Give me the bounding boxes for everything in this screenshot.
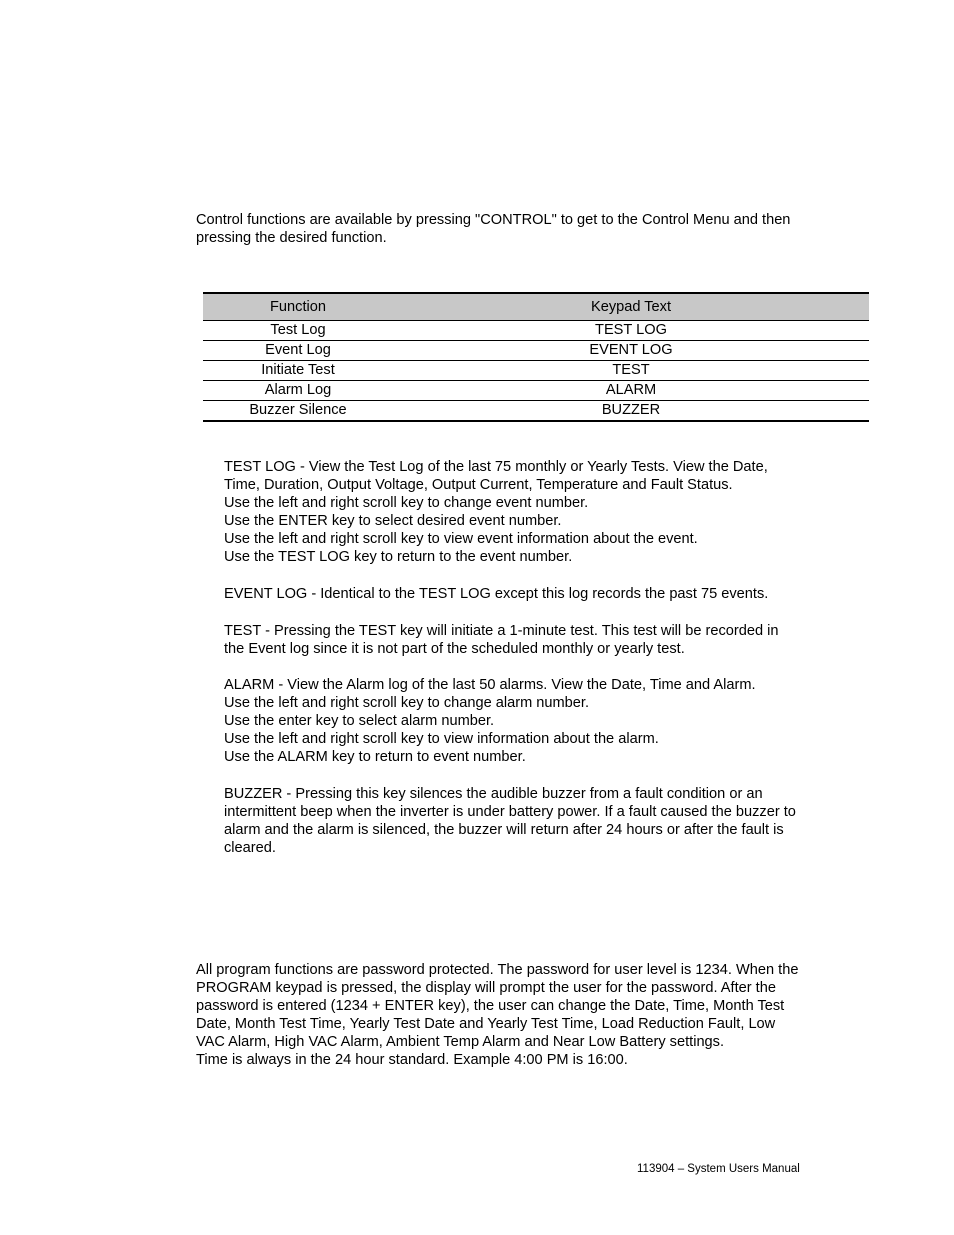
desc-line: the Event log since it is not part of the scheduled monthly or yearly test. [224, 641, 685, 657]
desc-line: EVENT LOG - Identical to the TEST LOG except this log records the past 75 events. [224, 586, 769, 602]
desc-line: Use the left and right scroll key to change event number. [224, 495, 589, 511]
desc-line: alarm and the alarm is silenced, the buzzer will return after 24 hours or after the fault is [224, 822, 784, 838]
buzzer-description [224, 785, 796, 857]
keypad-text-cell: BUZZER [393, 401, 869, 422]
desc-line: Use the ENTER key to select desired event number. [224, 513, 562, 529]
control-functions-table [203, 292, 869, 422]
desc-line: intermittent beep when the inverter is under battery power. If a fault caused the buzzer to [224, 804, 796, 820]
desc-line: TEST - Pressing the TEST key will initiate a 1-minute test. This test will be recorded in [224, 623, 779, 639]
event-log-description [224, 585, 768, 603]
desc-line: Use the left and right scroll key to view information about the alarm. [224, 731, 659, 747]
table-header-row [203, 293, 869, 321]
page-footer: 113904 – System Users Manual [637, 1163, 800, 1175]
intro-line: Control functions are available by pressing "CONTROL" to get to the Control Menu and then [196, 212, 791, 228]
desc-line: Time, Duration, Output Voltage, Output Current, Temperature and Fault Status. [224, 477, 733, 493]
desc-line: Use the left and right scroll key to view event information about the event. [224, 531, 698, 547]
function-cell: Test Log [203, 321, 393, 341]
table-row [203, 321, 869, 341]
program-line: Date, Month Test Time, Yearly Test Date and Yearly Test Time, Load Reduction Fault, Low [196, 1016, 776, 1032]
desc-line: Use the TEST LOG key to return to the event number. [224, 549, 573, 565]
program-paragraph [196, 961, 798, 1069]
desc-line: Use the left and right scroll key to change alarm number. [224, 695, 590, 711]
desc-line: Use the ALARM key to return to event number. [224, 749, 526, 765]
table-row [203, 341, 869, 361]
keypad-text-cell: TEST [393, 361, 869, 381]
program-line: Time is always in the 24 hour standard. Example 4:00 PM is 16:00. [196, 1052, 628, 1068]
table-row [203, 361, 869, 381]
desc-line: Use the enter key to select alarm number. [224, 713, 495, 729]
keypad-text-cell: ALARM [393, 381, 869, 401]
desc-line: BUZZER - Pressing this key silences the audible buzzer from a fault condition or an [224, 786, 763, 802]
program-line: PROGRAM keypad is pressed, the display will prompt the user for the password. After the [196, 980, 776, 996]
program-line: password is entered (1234 + ENTER key), the user can change the Date, Time, Month Test [196, 998, 785, 1014]
desc-line: TEST LOG - View the Test Log of the last 75 monthly or Yearly Tests. View the Date, [224, 459, 768, 475]
program-line: VAC Alarm, High VAC Alarm, Ambient Temp Alarm and Near Low Battery settings. [196, 1034, 725, 1050]
desc-line: ALARM - View the Alarm log of the last 50 alarms. View the Date, Time and Alarm. [224, 677, 756, 693]
test-description [224, 622, 779, 658]
table-row [203, 381, 869, 401]
intro-line: pressing the desired function. [196, 230, 387, 246]
function-cell: Buzzer Silence [203, 401, 393, 422]
function-cell: Alarm Log [203, 381, 393, 401]
desc-line: cleared. [224, 840, 276, 856]
test-log-description [224, 458, 768, 566]
function-cell: Event Log [203, 341, 393, 361]
alarm-description [224, 676, 756, 766]
header-keypad-text: Keypad Text [393, 293, 869, 321]
keypad-text-cell: TEST LOG [393, 321, 869, 341]
program-line: All program functions are password protected. The password for user level is 1234. When the [196, 962, 799, 978]
intro-paragraph [196, 211, 790, 247]
keypad-text-cell: EVENT LOG [393, 341, 869, 361]
table-row [203, 401, 869, 422]
header-function: Function [203, 293, 393, 321]
function-cell: Initiate Test [203, 361, 393, 381]
